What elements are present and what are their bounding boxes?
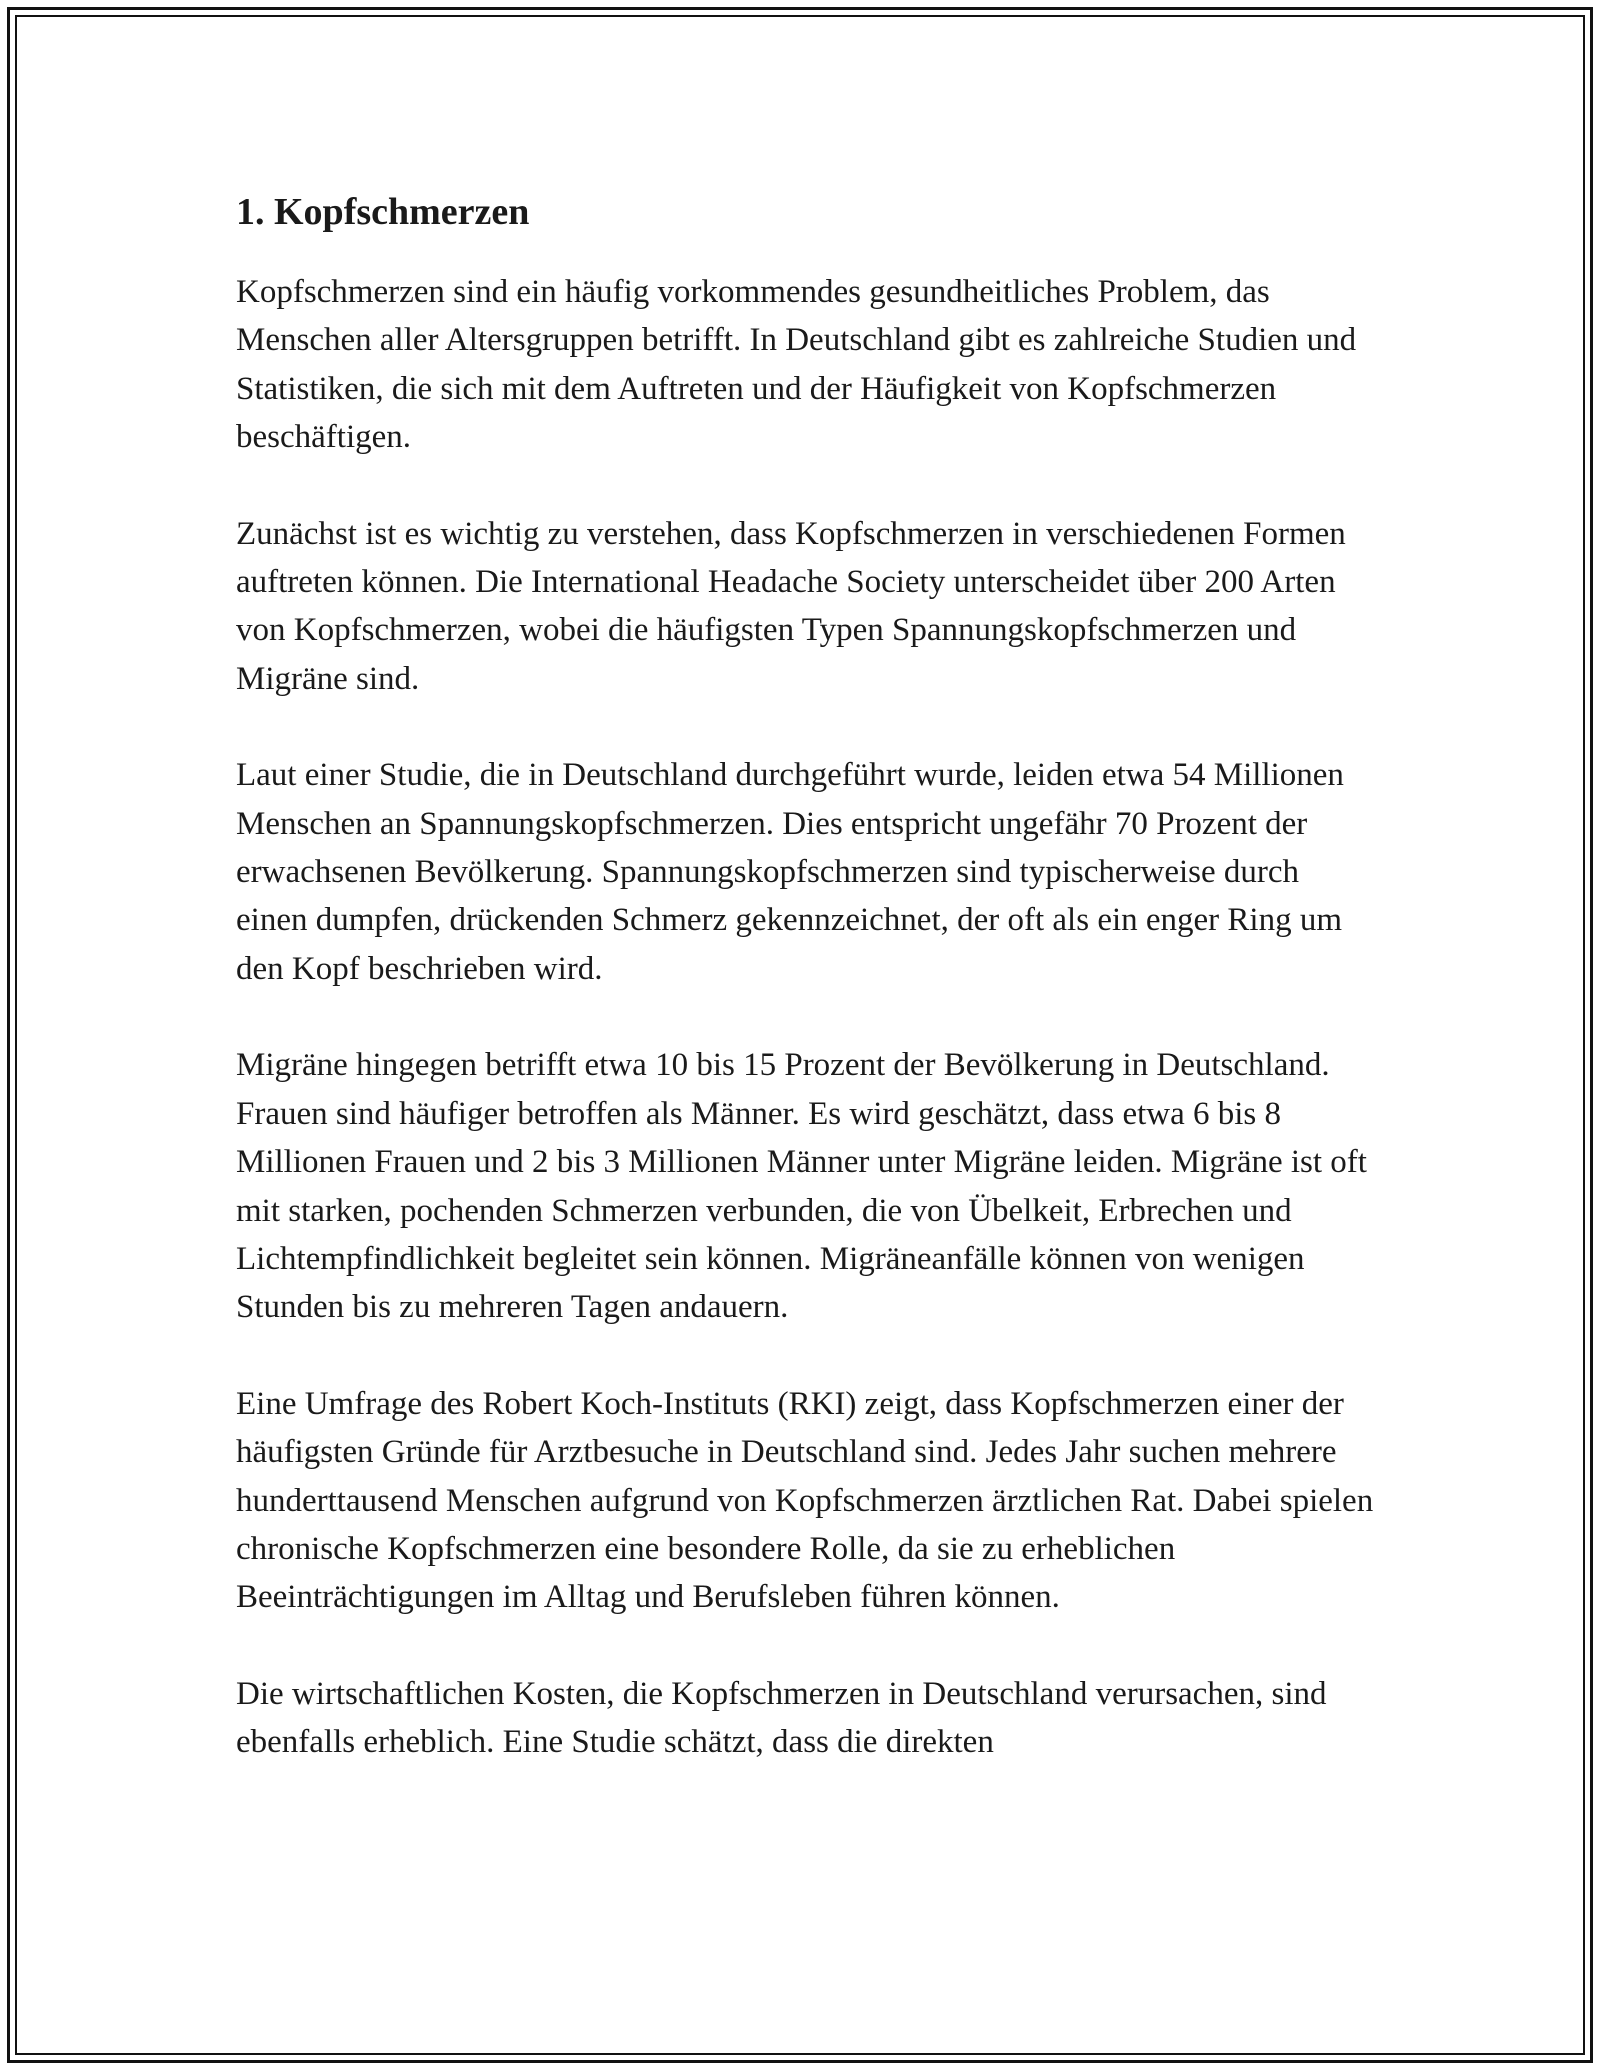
paragraph-rki-survey: Eine Umfrage des Robert Koch-Instituts (RKI) zeigt, dass Kopfschmerzen einer der häufigsten Gründe für Arztbesuche in Deutschland sind. Jedes Jahr suchen mehrere hunderttausend Menschen aufgrund von Kopfschmerzen ärztlichen Rat. Dabei spielen chronische Kopfschmerzen eine besondere Rolle, da sie zu erheblichen Beeinträchtigungen im Alltag und Berufsleben führen können.	[236, 1385, 1374, 1616]
paragraph-tension-headache: Laut einer Studie, die in Deutschland durchgeführt wurde, leiden etwa 54 Millionen Menschen an Spannungskopfschmerzen. Dies entspricht ungefähr 70 Prozent der erwachsenen Bevölkerung. Spannungskopfschmerzen sind typischerweise durch einen dumpfen, drückenden Schmerz gekennzeichnet, der oft als ein enger Ring um den Kopf beschrieben wird.	[236, 757, 1344, 987]
paragraph-types: Zunächst ist es wichtig zu verstehen, dass Kopfschmerzen in verschiedenen Formen auftreten können. Die International Headache Society unterscheidet über 200 Arten von Kopfschmerzen, wobei die häufigsten Typen Spannungskopfschmerzen und Migräne sind.	[236, 515, 1346, 697]
paragraph-intro: Kopfschmerzen sind ein häufig vorkommendes gesundheitliches Problem, das Menschen aller Altersgruppen betrifft. In Deutschland gibt es zahlreiche Studien und Statistiken, die sich mit dem Auftreten und der Häufigkeit von Kopfschmerzen beschäftigen.	[236, 274, 1357, 456]
paragraph-migraine: Migräne hingegen betrifft etwa 10 bis 15 Prozent der Bevölkerung in Deutschland. Frauen sind häufiger betroffen als Männer. Es wird geschätzt, dass etwa 6 bis 8 Millionen Frauen und 2 bis 3 Millionen Männer unter Migräne leiden. Migräne ist oft mit starken, pochenden Schmerzen verbunden, die von Übelkeit, Erbrechen und Lichtempfindlichkeit begleitet sein können. Migräneanfälle können von wenigen Stunden bis zu mehreren Tagen andauern.	[236, 1047, 1367, 1326]
section-heading: 1. Kopfschmerzen	[236, 191, 530, 233]
document-body	[236, 186, 1376, 1815]
paragraph-economic-costs: Die wirtschaftlichen Kosten, die Kopfschmerzen in Deutschland verursachen, sind ebenfalls erheblich. Eine Studie schätzt, dass die direkten	[236, 1675, 1327, 1761]
